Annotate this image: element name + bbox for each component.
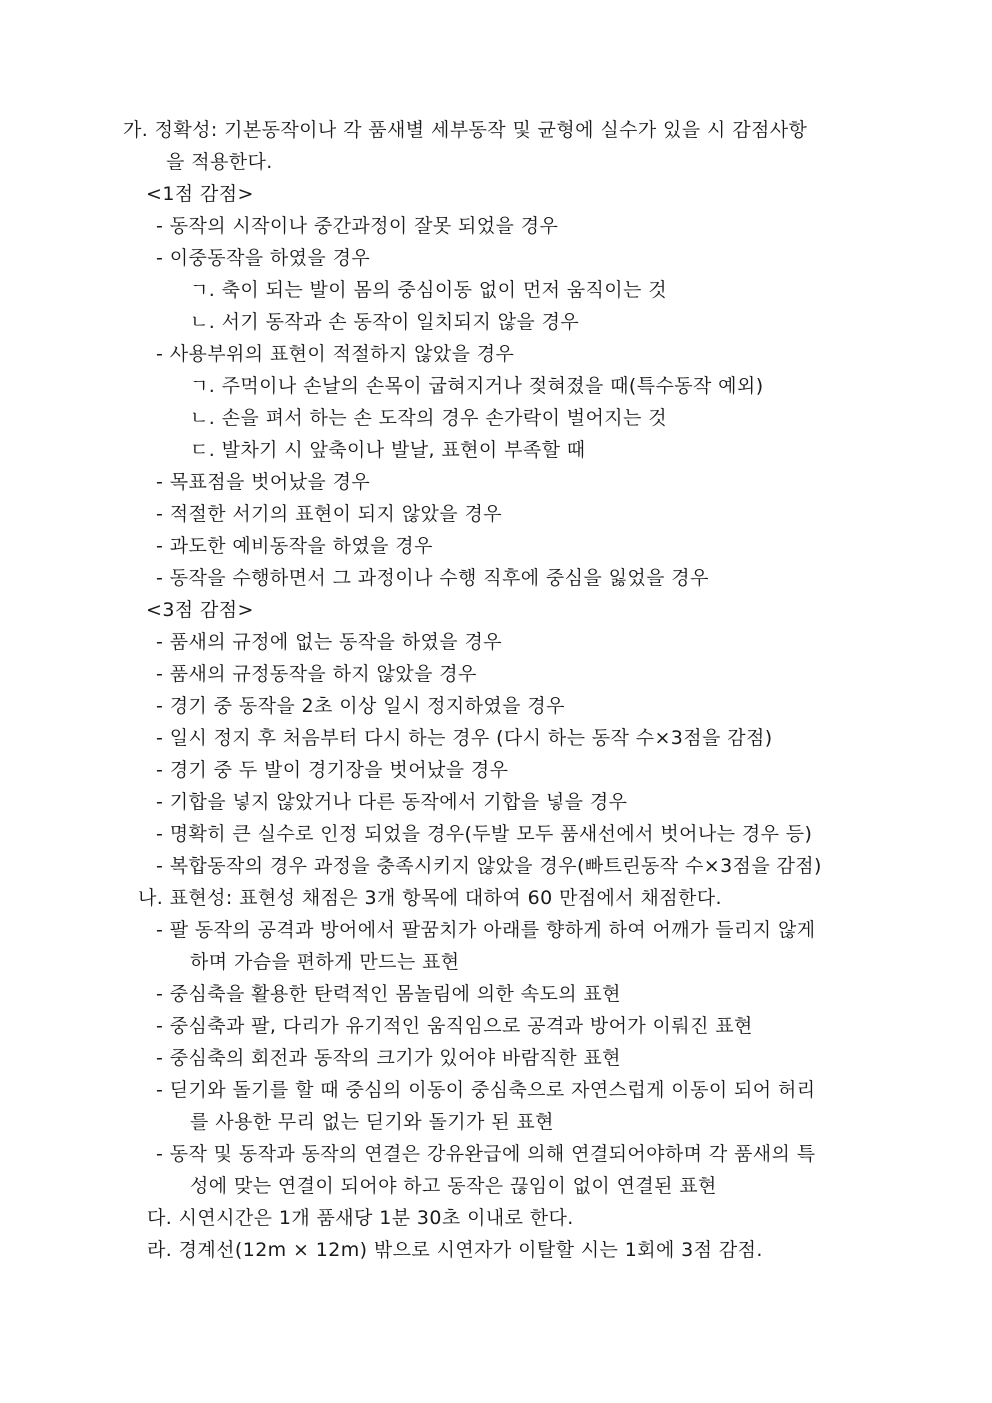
list-item: - 적절한 서기의 표현이 되지 않았을 경우: [156, 503, 502, 525]
section-da-title: 다. 시연시간은 1개 품새당 1분 30초 이내로 한다.: [147, 1207, 574, 1229]
list-item: - 경기 중 동작을 2초 이상 일시 정지하였을 경우: [156, 695, 565, 717]
list-item: - 복합동작의 경우 과정을 충족시키지 않았을 경우(빠트린동작 수×3점을 감점): [156, 855, 822, 877]
list-item: - 팔 동작의 공격과 방어에서 팔꿈치가 아래를 향하게 하여 어깨가 들리지 않게: [156, 919, 816, 941]
list-item-cont: 성에 맞는 연결이 되어야 하고 동작은 끊임이 없이 연결된 표현: [190, 1175, 717, 1197]
list-item: - 경기 중 두 발이 경기장을 벗어났을 경우: [156, 759, 509, 781]
list-item: - 기합을 넣지 않았거나 다른 동작에서 기합을 넣을 경우: [156, 791, 628, 813]
list-item: - 명확히 큰 실수로 인정 되었을 경우(두발 모두 품새선에서 벗어나는 경우 등): [156, 823, 813, 845]
list-item: - 동작의 시작이나 중간과정이 잘못 되었을 경우: [156, 215, 559, 237]
sub-list-item: ㄱ. 주먹이나 손날의 손목이 굽혀지거나 젖혀졌을 때(특수동작 예외): [190, 375, 764, 397]
list-item: - 일시 정지 후 처음부터 다시 하는 경우 (다시 하는 동작 수×3점을 감점): [156, 727, 773, 749]
one-point-deduction-heading: <1점 감점>: [146, 183, 254, 205]
sub-list-item: ㄴ. 손을 펴서 하는 손 도작의 경우 손가락이 벌어지는 것: [190, 407, 667, 429]
section-ga-title-cont: 을 적용한다.: [166, 151, 273, 173]
list-item: - 중심축과 팔, 다리가 유기적인 움직임으로 공격과 방어가 이뤄진 표현: [156, 1015, 753, 1037]
list-item: - 과도한 예비동작을 하였을 경우: [156, 535, 433, 557]
list-item-cont: 를 사용한 무리 없는 딛기와 돌기가 된 표현: [190, 1111, 554, 1133]
list-item: - 동작을 수행하면서 그 과정이나 수행 직후에 중심을 잃었을 경우: [156, 567, 709, 589]
sub-list-item: ㄴ. 서기 동작과 손 동작이 일치되지 않을 경우: [190, 311, 580, 333]
list-item: - 이중동작을 하였을 경우: [156, 247, 371, 269]
section-ra-title: 라. 경계선(12m × 12m) 밖으로 시연자가 이탈할 시는 1회에 3점 감점.: [147, 1239, 763, 1261]
list-item-cont: 하며 가슴을 편하게 만드는 표현: [190, 951, 460, 973]
section-na-title: 나. 표현성: 표현성 채점은 3개 항목에 대하여 60 만점에서 채점한다.: [138, 887, 722, 909]
sub-list-item: ㄱ. 축이 되는 발이 몸의 중심이동 없이 먼저 움직이는 것: [190, 279, 667, 301]
section-ga-title: 가. 정확성: 기본동작이나 각 품새별 세부동작 및 균형에 실수가 있을 시 감점사항: [123, 119, 808, 141]
list-item: - 딛기와 돌기를 할 때 중심의 이동이 중심축으로 자연스럽게 이동이 되어 허리: [156, 1079, 816, 1101]
list-item: - 사용부위의 표현이 적절하지 않았을 경우: [156, 343, 515, 365]
list-item: - 목표점을 벗어났을 경우: [156, 471, 371, 493]
sub-list-item: ㄷ. 발차기 시 앞축이나 발날, 표현이 부족할 때: [190, 439, 586, 461]
three-point-deduction-heading: <3점 감점>: [146, 599, 254, 621]
list-item: - 품새의 규정에 없는 동작을 하였을 경우: [156, 631, 502, 653]
list-item: - 중심축을 활용한 탄력적인 몸놀림에 의한 속도의 표현: [156, 983, 621, 1005]
list-item: - 중심축의 회전과 동작의 크기가 있어야 바람직한 표현: [156, 1047, 621, 1069]
list-item: - 동작 및 동작과 동작의 연결은 강유완급에 의해 연결되어야하며 각 품새의 특: [156, 1143, 816, 1165]
list-item: - 품새의 규정동작을 하지 않았을 경우: [156, 663, 477, 685]
